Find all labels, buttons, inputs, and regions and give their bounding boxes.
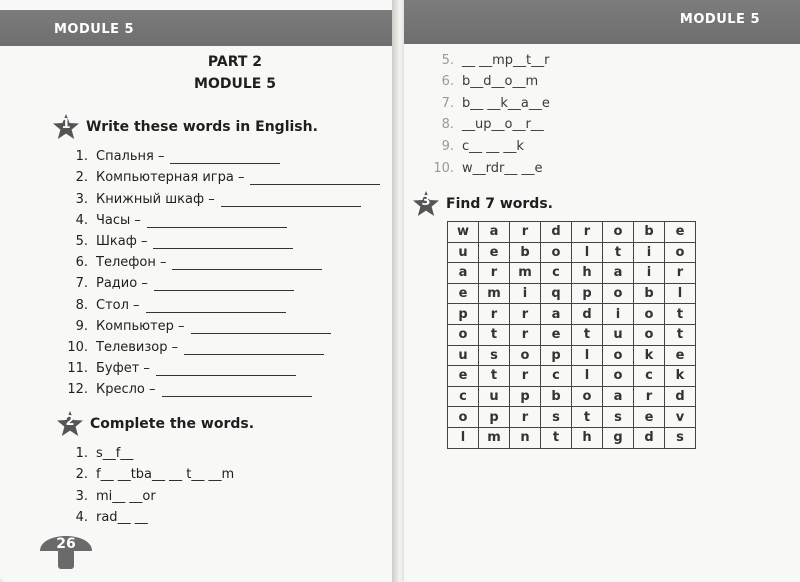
list-item [62, 207, 380, 228]
grid-cell[interactable]: t [603, 242, 634, 263]
item-number: 11. [67, 361, 88, 377]
grid-row [448, 345, 696, 366]
answer-input[interactable] [153, 236, 293, 249]
list-item [62, 249, 380, 270]
item-number: 2. [75, 467, 88, 483]
grid-cell[interactable]: r [665, 263, 696, 284]
list-item [62, 440, 234, 461]
list-item [432, 154, 550, 176]
grid-row [448, 242, 696, 263]
grid-cell[interactable]: u [448, 242, 479, 263]
item-text: rad__ __ [96, 509, 148, 525]
grid-cell[interactable]: o [665, 242, 696, 263]
list-item [62, 313, 380, 334]
grid-cell[interactable]: r [479, 304, 510, 325]
grid-cell[interactable]: u [448, 345, 479, 366]
grid-cell[interactable]: o [603, 222, 634, 243]
grid-cell[interactable]: r [634, 386, 665, 407]
item-number: 10. [433, 160, 454, 176]
grid-row [448, 222, 696, 243]
grid-cell[interactable]: q [541, 283, 572, 304]
grid-cell[interactable]: i [603, 304, 634, 325]
grid-cell[interactable]: s [541, 407, 572, 428]
item-number: 3. [75, 488, 88, 504]
module-title: MODULE 5 [194, 76, 276, 92]
item-number: 1. [75, 149, 88, 165]
item-number: 4. [75, 212, 88, 228]
list-item [62, 376, 380, 397]
grid-cell[interactable]: t [541, 427, 572, 448]
star-number-icon: 1 [52, 113, 80, 141]
star-number-icon: 2 [56, 410, 84, 438]
item-text: Компьютер – [96, 318, 185, 334]
answer-input[interactable] [184, 342, 324, 355]
grid-cell[interactable]: r [510, 366, 541, 387]
item-text: Книжный шкаф – [96, 191, 215, 207]
grid-cell[interactable]: i [634, 242, 665, 263]
grid-cell[interactable]: b [634, 222, 665, 243]
item-text: Радио – [96, 276, 148, 292]
grid-row [448, 386, 696, 407]
item-number: 12. [67, 382, 88, 398]
answer-input[interactable] [156, 363, 296, 376]
list-item [62, 228, 380, 249]
answer-input[interactable] [146, 300, 286, 313]
grid-cell[interactable]: n [510, 427, 541, 448]
task-3-title: Find 7 words. [446, 196, 553, 212]
item-text: f__ __tba__ __ t__ __m [96, 467, 235, 483]
grid-cell[interactable]: h [572, 263, 603, 284]
grid-cell[interactable]: c [448, 386, 479, 407]
grid-cell[interactable]: c [541, 366, 572, 387]
grid-cell[interactable]: d [541, 222, 572, 243]
task-2-continued-list [432, 46, 550, 176]
grid-row [448, 366, 696, 387]
grid-cell[interactable]: p [572, 283, 603, 304]
grid-cell[interactable]: s [665, 427, 696, 448]
list-item [62, 355, 380, 376]
grid-cell[interactable]: o [572, 386, 603, 407]
grid-cell[interactable]: o [603, 283, 634, 304]
item-text: __up__o__r__ [462, 117, 544, 133]
grid-row [448, 304, 696, 325]
item-text: Телевизор – [96, 339, 179, 355]
page-number: 26 [56, 536, 76, 552]
list-item [432, 68, 550, 90]
left-page [0, 0, 396, 582]
word-search-grid [447, 221, 696, 449]
grid-cell[interactable]: o [603, 345, 634, 366]
grid-row [448, 283, 696, 304]
item-text: Кресло – [96, 382, 156, 398]
grid-cell[interactable]: e [634, 407, 665, 428]
item-text: b__ __k__a__e [462, 95, 550, 111]
item-number: 7. [75, 276, 88, 292]
grid-cell[interactable]: l [572, 242, 603, 263]
item-number: 8. [441, 117, 454, 133]
grid-cell[interactable]: k [665, 366, 696, 387]
grid-cell[interactable]: s [479, 345, 510, 366]
item-number: 4. [75, 509, 88, 525]
grid-cell[interactable]: p [510, 386, 541, 407]
item-number: 5. [441, 52, 454, 68]
task-2-list [62, 440, 234, 525]
grid-cell[interactable]: r [510, 222, 541, 243]
item-number: 10. [67, 339, 88, 355]
grid-cell[interactable]: t [665, 324, 696, 345]
answer-input[interactable] [191, 321, 331, 334]
list-item [432, 111, 550, 133]
answer-input[interactable] [147, 215, 287, 228]
grid-cell[interactable]: o [448, 324, 479, 345]
grid-cell[interactable]: e [665, 222, 696, 243]
answer-input[interactable] [162, 384, 312, 397]
grid-cell[interactable]: e [541, 324, 572, 345]
grid-cell[interactable]: s [603, 407, 634, 428]
item-text: Буфет – [96, 361, 150, 377]
grid-cell[interactable]: r [510, 407, 541, 428]
star-number-icon: 3 [412, 190, 440, 218]
list-item [62, 185, 380, 206]
item-text: Стол – [96, 297, 140, 313]
grid-cell[interactable]: t [665, 304, 696, 325]
grid-cell[interactable]: o [448, 407, 479, 428]
item-text: mi__ __or [96, 488, 156, 504]
list-item [432, 46, 550, 68]
task-3-heading [412, 190, 553, 218]
grid-cell[interactable]: l [448, 427, 479, 448]
grid-cell[interactable]: t [479, 366, 510, 387]
grid-cell[interactable]: i [634, 263, 665, 284]
grid-cell[interactable]: o [541, 242, 572, 263]
grid-cell[interactable]: k [634, 345, 665, 366]
grid-cell[interactable]: v [665, 407, 696, 428]
grid-cell[interactable]: m [510, 263, 541, 284]
grid-cell[interactable]: b [510, 242, 541, 263]
module-header: MODULE 5 [54, 22, 135, 37]
grid-cell[interactable]: l [572, 345, 603, 366]
grid-cell[interactable]: b [541, 386, 572, 407]
grid-cell[interactable]: a [541, 304, 572, 325]
grid-cell[interactable]: o [603, 366, 634, 387]
grid-cell[interactable]: m [479, 283, 510, 304]
list-item [62, 270, 380, 291]
grid-cell[interactable]: c [541, 263, 572, 284]
answer-input[interactable] [250, 172, 380, 185]
grid-cell[interactable]: r [572, 222, 603, 243]
grid-cell[interactable]: t [479, 324, 510, 345]
answer-input[interactable] [221, 194, 361, 207]
list-item [62, 164, 380, 185]
part-title: PART 2 [207, 54, 263, 70]
list-item [62, 461, 234, 482]
grid-cell[interactable]: r [479, 263, 510, 284]
grid-cell[interactable]: c [634, 366, 665, 387]
item-text: __ __mp__t__r [462, 52, 550, 68]
item-number: 9. [441, 138, 454, 154]
item-number: 6. [75, 255, 88, 271]
grid-cell[interactable]: m [479, 427, 510, 448]
grid-cell[interactable]: i [510, 283, 541, 304]
grid-cell[interactable]: b [634, 283, 665, 304]
item-number: 1. [75, 446, 88, 462]
task-1-heading [52, 113, 318, 141]
item-number: 7. [441, 95, 454, 111]
grid-cell[interactable]: o [510, 345, 541, 366]
grid-row [448, 263, 696, 284]
grid-cell[interactable]: a [479, 222, 510, 243]
answer-input[interactable] [154, 278, 294, 291]
grid-row [448, 407, 696, 428]
grid-cell[interactable]: o [634, 304, 665, 325]
grid-cell[interactable]: a [603, 386, 634, 407]
grid-cell[interactable]: t [572, 407, 603, 428]
grid-cell[interactable]: u [479, 386, 510, 407]
item-number: 9. [75, 318, 88, 334]
grid-cell[interactable]: d [572, 304, 603, 325]
item-number: 5. [75, 233, 88, 249]
task-2-title: Complete the words. [90, 416, 255, 432]
item-text: w__rdr__ __e [462, 160, 543, 176]
grid-cell[interactable]: e [448, 366, 479, 387]
answer-input[interactable] [172, 257, 322, 270]
grid-cell[interactable]: p [541, 345, 572, 366]
grid-cell[interactable]: a [603, 263, 634, 284]
grid-cell[interactable]: u [603, 324, 634, 345]
task-1-list [62, 143, 380, 397]
item-number: 8. [75, 297, 88, 313]
list-item [432, 132, 550, 154]
list-item [62, 334, 380, 355]
grid-row [448, 427, 696, 448]
item-text: Шкаф – [96, 233, 148, 249]
grid-cell[interactable]: r [510, 304, 541, 325]
item-text: s__f__ [96, 446, 134, 462]
grid-cell[interactable]: a [448, 263, 479, 284]
item-number: 3. [75, 191, 88, 207]
grid-cell[interactable]: r [510, 324, 541, 345]
item-text: Спальня – [96, 149, 165, 165]
grid-cell[interactable]: e [448, 283, 479, 304]
list-item [432, 89, 550, 111]
list-item [62, 482, 234, 503]
grid-cell[interactable]: o [634, 324, 665, 345]
item-text: Телефон – [96, 255, 167, 271]
grid-cell[interactable]: d [665, 386, 696, 407]
grid-cell[interactable]: l [572, 366, 603, 387]
grid-cell[interactable]: d [634, 427, 665, 448]
grid-cell[interactable]: p [448, 304, 479, 325]
item-text: b__d__o__m [462, 74, 539, 90]
grid-cell[interactable]: l [665, 283, 696, 304]
module-header: MODULE 5 [679, 12, 760, 27]
grid-cell[interactable]: t [572, 324, 603, 345]
grid-cell[interactable]: w [448, 222, 479, 243]
grid-cell[interactable]: e [479, 242, 510, 263]
answer-input[interactable] [170, 151, 280, 164]
list-item [62, 291, 380, 312]
grid-row [448, 324, 696, 345]
grid-cell[interactable]: e [665, 345, 696, 366]
grid-cell[interactable]: p [479, 407, 510, 428]
task-1-title: Write these words in English. [86, 119, 318, 135]
task-2-heading [56, 410, 254, 438]
item-text: Компьютерная игра – [96, 170, 245, 186]
item-text: Часы – [96, 212, 141, 228]
item-number: 2. [75, 170, 88, 186]
item-text: c__ __ __k [462, 138, 524, 154]
grid-cell[interactable]: h [572, 427, 603, 448]
item-number: 6. [441, 74, 454, 90]
list-item [62, 143, 380, 164]
grid-cell[interactable]: g [603, 427, 634, 448]
